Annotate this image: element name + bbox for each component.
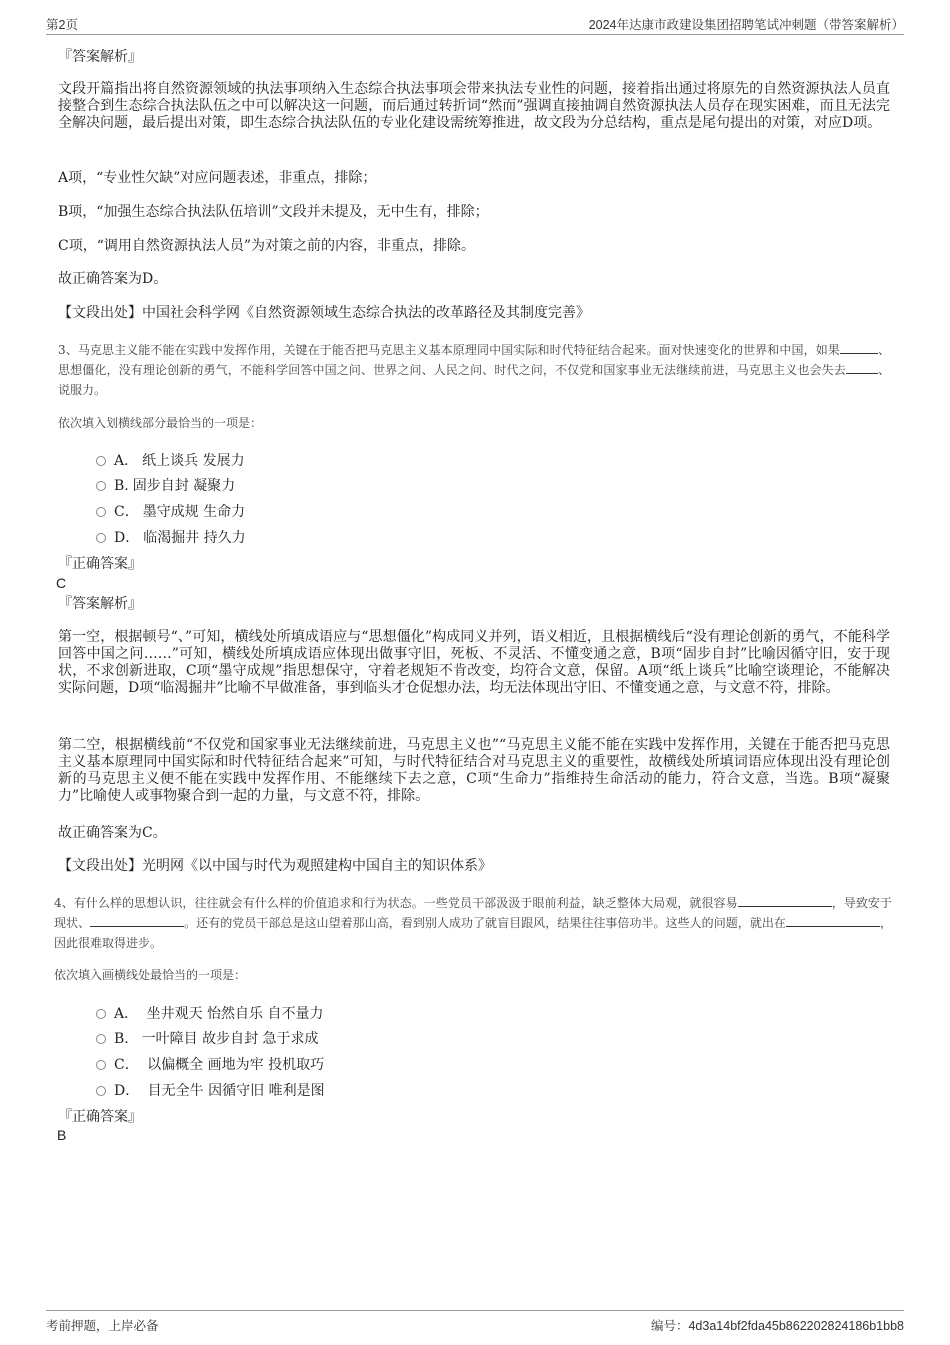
q3-question-text: 3、马克思主义能不能在实践中发挥作用，关键在于能否把马克思主义基本原理同中国实际和时代特征结合起来。面对快速变化的世界和中国，如果 、思想僵化，没有理论创新的勇气，不能科学回答中国之问、世界之问、人民之问、时代之问，不仅党和国家事业无法继续前进，马克思主义也会失去 、说服力。 (58, 343, 890, 397)
q4-option-d[interactable]: D． 目无全牛 因循守旧 唯利是图 (96, 1080, 325, 1098)
page-footer (46, 1310, 904, 1335)
q3-option-d[interactable]: D． 临渴掘井 持久力 (96, 527, 246, 545)
blank-line (738, 894, 832, 907)
q2-analysis-label: 『答案解析』 (58, 49, 142, 65)
q2-analysis-paragraph: 文段开篇指出将自然资源领域的执法事项纳入生态综合执法事项会带来执法专业性的问题，接着指出通过将原先的自然资源执法人员直接整合到生态综合执法队伍之中可以解决这一问题，而后通过转折词“然而”强调直接抽调自然资源执法人员存在现实困难，而且无法完全解决问题，最后提出对策，即生态综合执法队伍的专业化建设需统筹推进，故文段为分总结构，重点是尾句提出的对策，对应D项。 (58, 81, 890, 131)
q4-option-a[interactable]: A． 坐井观天 怡然自乐 自不量力 (96, 1003, 323, 1021)
blank-line (786, 914, 880, 927)
q3-option-c[interactable]: C． 墨守成规 生命力 (96, 501, 245, 519)
q4-prompt: 依次填入画横线处最恰当的一项是： (54, 968, 247, 982)
q4-correct-label: 『正确答案』 (58, 1109, 142, 1125)
q3-analysis-paragraph-2: 第二空，根据横线前“不仅党和国家事业无法继续前进，马克思主义也”“马克思主义能不能在实践中发挥作用，关键在于能否把马克思主义基本原理同中国实际和时代特征结合起来”可知，与时代特征结合对马克思主义的重要性，故横线处所填词语应体现出没有理论创新的马克思主义便不能在实践中发挥作用、不能继续下去之意，C项“生命力”指维持生命活动的能力，符合文意，当选。B项“凝聚力”比喻使人或事物聚合到一起的力量，与文意不符，排除。 (58, 737, 890, 804)
q3-source: 【文段出处】光明网《以中国与时代为观照建构中国自主的知识体系》 (58, 858, 492, 874)
q3-analysis-paragraph-1: 第一空，根据顿号“、”可知，横线处所填成语应与“思想僵化”构成同义并列，语义相近，且根据横线后“没有理论创新的勇气，不能科学回答中国之问……”可知，横线处所填成语应体现出做事守旧，死板、不灵活、不懂变通之意，B项“固步自封”比喻因循守旧，安于现状，不求创新进取，C项“墨守成规”指思想保守，守着老规矩不肯改变，均符合文意，保留。A项“纸上谈兵”比喻空谈理论，不能解决实际问题，D项“临渴掘井”比喻不早做准备，事到临头才仓促想办法，均无法体现出守旧、不懂变通之意，与文意不符，排除。 (58, 629, 890, 696)
radio-button[interactable] (96, 507, 106, 517)
radio-button[interactable] (96, 533, 106, 543)
q2-analysis-option-c: C项，“调用自然资源执法人员”为对策之前的内容，非重点，排除。 (58, 238, 476, 254)
q2-analysis-option-b: B项，“加强生态综合执法队伍培训”文段并未提及，无中生有，排除； (58, 204, 489, 220)
radio-button[interactable] (96, 1060, 106, 1070)
q2-analysis-option-a: A项，“专业性欠缺”对应问题表述，非重点，排除； (58, 170, 377, 186)
radio-button[interactable] (96, 1086, 106, 1096)
q4-option-c[interactable]: C． 以偏概全 画地为牢 投机取巧 (96, 1054, 324, 1072)
q4-option-b[interactable]: B. 一叶障目 故步自封 急于求成 (96, 1028, 319, 1046)
page-number: 第2页 (46, 18, 78, 32)
q3-correct-label: 『正确答案』 (58, 556, 142, 572)
q3-prompt: 依次填入划横线部分最恰当的一项是： (58, 416, 263, 430)
blank-line (90, 914, 184, 927)
blank-line (846, 361, 878, 374)
document-id: 编号：4d3a14bf2fda45b862202824186b1bb8 (650, 1319, 904, 1333)
q3-analysis-label: 『答案解析』 (58, 596, 142, 612)
q4-correct-answer: B (57, 1127, 67, 1143)
page-header (46, 14, 904, 35)
radio-button[interactable] (96, 1009, 106, 1019)
q3-conclusion: 故正确答案为C。 (58, 825, 167, 841)
q3-option-b[interactable]: B. 固步自封 凝聚力 (96, 475, 235, 493)
footer-slogan: 考前押题，上岸必备 (46, 1319, 159, 1333)
q3-option-a[interactable]: A． 纸上谈兵 发展力 (96, 450, 245, 468)
q2-conclusion: 故正确答案为D。 (58, 271, 168, 287)
radio-button[interactable] (96, 481, 106, 491)
q2-source: 【文段出处】中国社会科学网《自然资源领域生态综合执法的改革路径及其制度完善》 (58, 305, 590, 321)
q3-correct-answer: C (56, 575, 67, 591)
q4-question-text: 4、有什么样的思想认识，往往就会有什么样的价值追求和行为状态。一些党员干部汲汲于眼前利益，缺乏整体大局观，就很容易 ，导致安于现状、 。还有的党员干部总是这山望着那山高，看到别人成功了就盲目跟风，结果往往事倍功半。这些人的问题，就出在 ，因此很难取得进步。 (54, 896, 892, 950)
radio-button[interactable] (96, 456, 106, 466)
blank-line (840, 341, 878, 354)
radio-button[interactable] (96, 1034, 106, 1044)
document-title: 2024年达康市政建设集团招聘笔试冲刺题（带答案解析） (588, 18, 904, 32)
